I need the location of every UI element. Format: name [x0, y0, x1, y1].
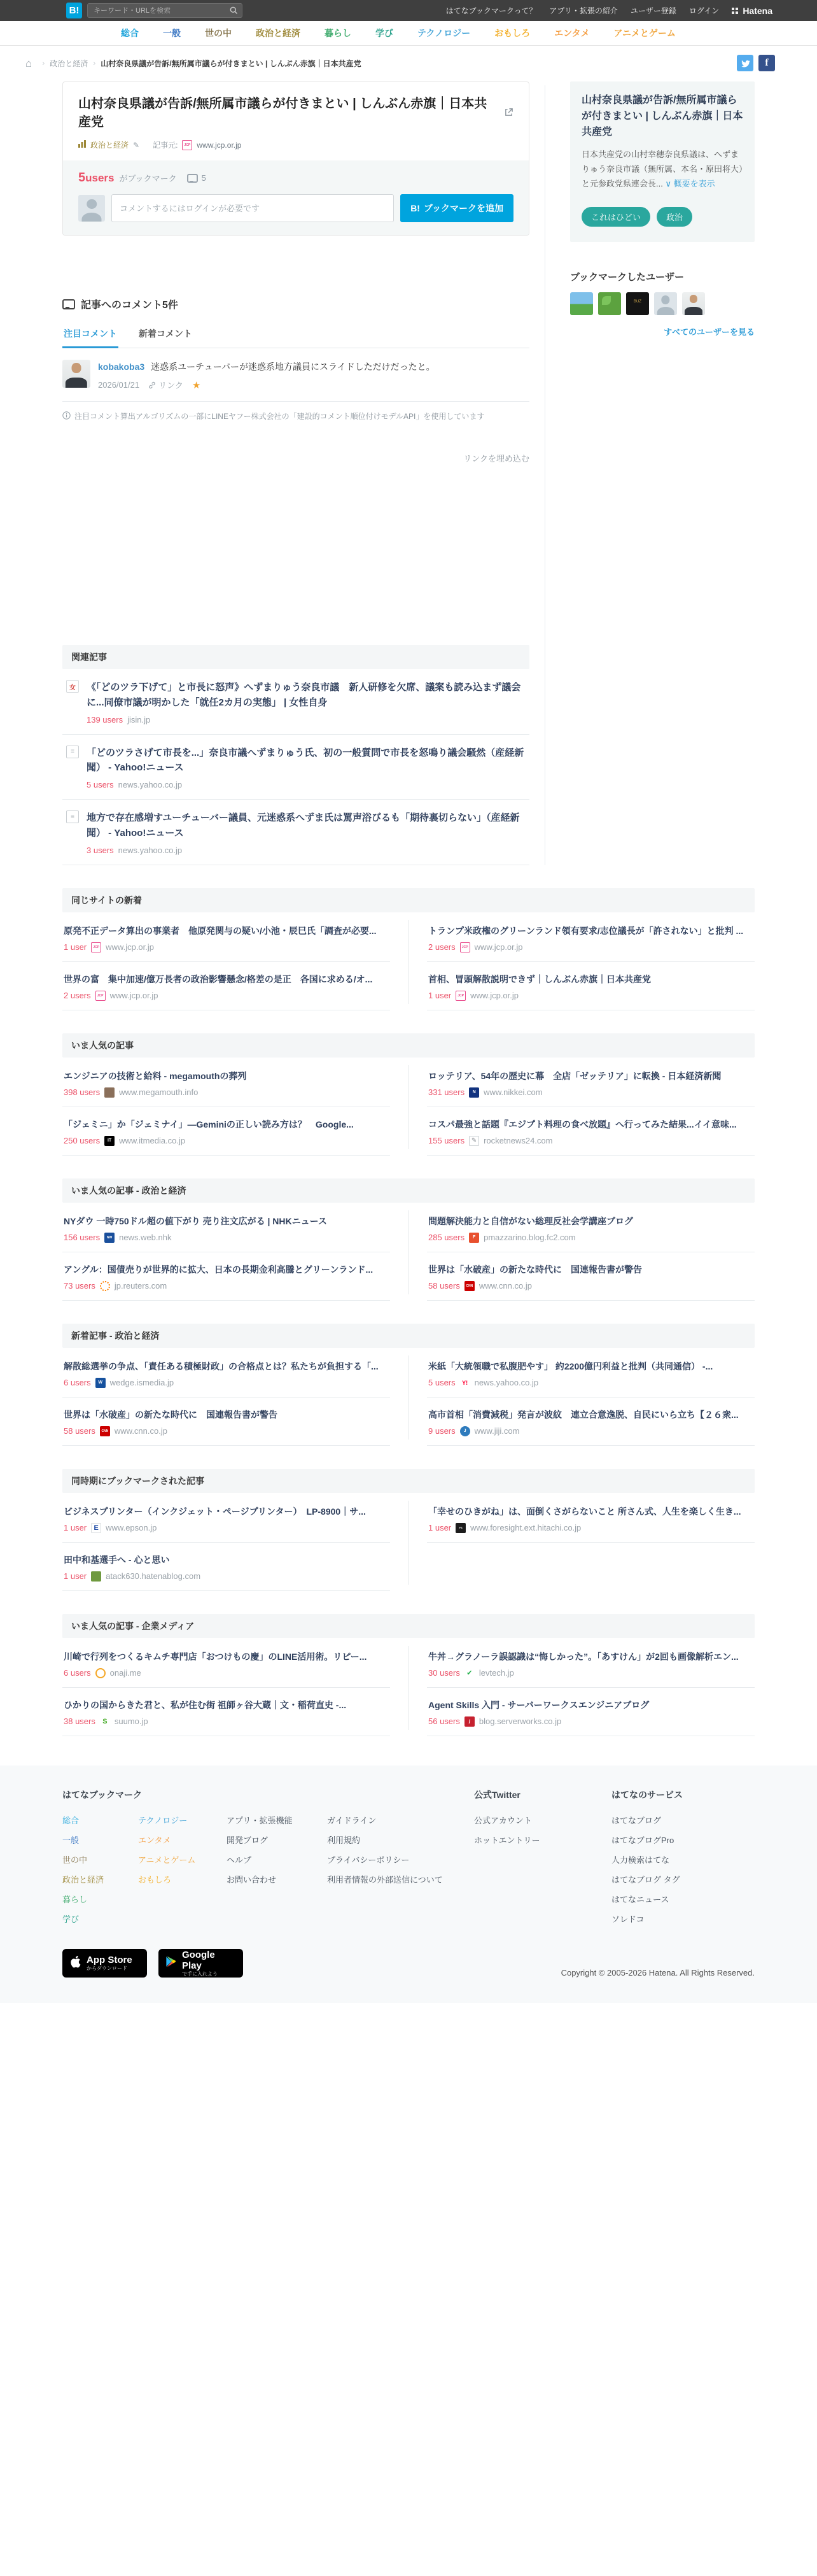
footer-link-official-account[interactable]: 公式アカウント — [474, 1815, 532, 1825]
domain-link[interactable]: jisin.jp — [127, 714, 151, 725]
google-play-label: Google Play — [182, 1949, 215, 1971]
section-heading: いま人気の記事 — [62, 1033, 755, 1058]
domain-link[interactable]: www.jiji.com — [474, 1426, 520, 1436]
related-title[interactable]: 地方で存在感増すユーチューバー議員、元迷惑系へずま氏は罵声浴びるも「期待裏切らない」（産経新聞） - Yahoo!ニュース — [87, 812, 520, 839]
twitter-share-icon[interactable] — [737, 55, 753, 71]
footer-link-guideline[interactable]: ガイドライン — [327, 1815, 377, 1825]
list-item — [62, 1639, 390, 1688]
footer-app-links-column — [227, 1814, 327, 1925]
comment-tabs — [62, 322, 529, 348]
nav-item-yononaka[interactable]: 世の中 — [205, 28, 232, 38]
doc-icon — [66, 810, 79, 823]
footer-link-hatena-news[interactable]: はてなニュース — [611, 1894, 669, 1904]
section-heading: 新着記事 - 政治と経済 — [62, 1324, 755, 1348]
hatena-logo-mark-icon — [732, 8, 734, 10]
footer-link-soredoko[interactable]: ソレドコ — [611, 1914, 645, 1924]
users-count[interactable]: 2 users — [64, 991, 91, 1001]
list-item — [62, 1107, 390, 1156]
footer-twitter-links-column — [474, 1814, 611, 1925]
tab-new-comments[interactable]: 新着コメント — [139, 329, 192, 339]
related-heading: 関連記事 — [62, 645, 529, 669]
bookmarked-users-heading: ブックマークしたユーザー — [570, 271, 684, 283]
users-count-link[interactable] — [78, 171, 115, 185]
users-count[interactable]: 6 users — [64, 1378, 91, 1388]
list-item — [62, 1398, 390, 1446]
nav-item-anime-game[interactable]: アニメとゲーム — [613, 28, 676, 38]
comments-heading: 記事へのコメント5件 — [81, 300, 178, 311]
top-header-bar — [0, 0, 817, 21]
sidebar-entry-title[interactable]: 山村奈良県議が告訴/無所属市議らが付きまとい | しんぶん赤旗｜日本共産党 — [582, 95, 743, 138]
footer-heading-twitter: 公式Twitter — [474, 1789, 520, 1800]
list-item — [427, 1349, 755, 1398]
avatar[interactable] — [626, 292, 649, 315]
item-title[interactable]: Agent Skills 入門 - サーバーワークスエンジニアブログ — [428, 1699, 650, 1710]
nav-item-seiji-keizai[interactable]: 政治と経済 — [256, 28, 300, 38]
footer-link-devblog[interactable]: 開発ブログ — [227, 1835, 269, 1845]
doc-icon — [66, 746, 79, 758]
users-count[interactable]: 9 users — [428, 1426, 456, 1436]
jcp-favicon — [456, 991, 466, 1001]
jcp-favicon — [91, 942, 101, 952]
users-count[interactable]: 3 users — [87, 845, 114, 855]
show-summary-link[interactable] — [665, 179, 715, 188]
item-title[interactable]: 米紙「大統領職で私腹肥やす」 約2200億円利益と批判（共同通信） -... — [428, 1361, 713, 1371]
avatar[interactable] — [570, 292, 593, 315]
jcp-favicon — [460, 942, 470, 952]
users-count-number: 5 — [78, 171, 86, 185]
nav-item-entame[interactable]: エンタメ — [554, 28, 590, 38]
domain-link[interactable]: jp.reuters.com — [114, 1281, 167, 1291]
list-item — [427, 1252, 755, 1301]
section-heading: いま人気の記事 - 政治と経済 — [62, 1178, 755, 1203]
item-title[interactable]: ビジネスプリンター（インクジェット・ページプリンター） LP-8900｜サ... — [64, 1506, 366, 1517]
list-item — [427, 1494, 755, 1543]
list-item — [62, 1252, 390, 1301]
tab-featured-comments[interactable]: 注目コメント — [62, 322, 118, 348]
domain-link[interactable]: pmazzarino.blog.fc2.com — [484, 1233, 576, 1243]
item-title[interactable]: 「ジェミニ」か「ジェミナイ」―Geminiの正しい読み方は？ Google... — [64, 1119, 354, 1129]
item-title[interactable]: NYダウ 一時750ドル超の値下がり 売り注文広がる | NHKニュース — [64, 1215, 327, 1226]
hatena-brand-logo[interactable] — [732, 6, 772, 16]
breadcrumb-separator: › — [93, 59, 96, 67]
app-store-label: App Store — [87, 1955, 132, 1966]
category-chart-icon — [78, 140, 86, 150]
add-bookmark-label: ブックマークを追加 — [423, 203, 503, 213]
search-box[interactable] — [87, 3, 242, 18]
tag-seiji[interactable]: 政治 — [657, 207, 692, 227]
item-title[interactable]: 「幸せのひきがね」は、面倒くさがらないこと 所さん式、人生を楽しく生き... — [428, 1506, 741, 1517]
algorithm-note: 注目コメント算出アルゴリズムの一部にLINEヤフー株式会社の「建設的コメント順位付けモデルAPI」を使用しています — [74, 412, 485, 421]
item-title[interactable]: 世界は「水破産」の新たな時代に 国連報告書が警告 — [428, 1264, 642, 1275]
jcp-favicon — [182, 140, 192, 150]
item-title[interactable]: 原発不正データ算出の事業者 他原発関与の疑い/小池・辰巳氏「調査が必要... — [64, 925, 377, 936]
domain-link[interactable]: suumo.jp — [114, 1716, 148, 1727]
jcp-favicon — [95, 991, 106, 1001]
users-count[interactable]: 1 user — [64, 942, 87, 952]
footer-link-seiji-keizai[interactable]: 政治と経済 — [62, 1874, 104, 1885]
users-count[interactable]: 30 users — [428, 1668, 460, 1678]
domain-link[interactable]: www.cnn.co.jp — [114, 1426, 167, 1436]
list-item — [62, 800, 529, 865]
entry-card — [62, 81, 529, 236]
list-item — [62, 735, 529, 800]
users-count[interactable]: 398 users — [64, 1087, 101, 1098]
footer-link-external-transmission[interactable]: 利用者情報の外部送信について — [327, 1874, 443, 1885]
domain-link[interactable]: www.jcp.or.jp — [106, 942, 155, 952]
footer-link-contact[interactable]: お問い合わせ — [227, 1874, 277, 1885]
breadcrumb-category[interactable]: 政治と経済 — [50, 59, 88, 68]
footer-heading-services: はてなのサービス — [611, 1789, 683, 1800]
nav-item-kurashi[interactable]: 暮らし — [325, 28, 351, 38]
section-heading: 同時期にブックマークされた記事 — [62, 1469, 755, 1493]
users-count[interactable]: 73 users — [64, 1281, 95, 1291]
yahoo-favicon — [460, 1378, 470, 1388]
users-count[interactable]: 331 users — [428, 1087, 465, 1098]
domain-link[interactable]: wedge.ismedia.jp — [109, 1378, 174, 1388]
footer-link-yononaka[interactable]: 世の中 — [62, 1855, 88, 1865]
google-play-badge[interactable] — [158, 1949, 243, 1978]
footer-link-hatena-blog-pro[interactable]: はてなブログPro — [611, 1835, 674, 1845]
domain-link[interactable]: www.itmedia.co.jp — [119, 1136, 186, 1146]
list-item — [427, 1107, 755, 1156]
item-title[interactable]: 問題解決能力と自信がない総理反社会学講座ブログ — [428, 1215, 633, 1226]
serverworks-favicon — [464, 1716, 475, 1727]
nikkei-favicon — [469, 1087, 479, 1098]
users-count[interactable]: 58 users — [64, 1426, 95, 1436]
users-count[interactable]: 1 user — [428, 991, 452, 1001]
copyright: Copyright © 2005-2026 Hatena. All Rights Reserved. — [561, 1967, 755, 1978]
list-item — [427, 1059, 755, 1107]
list-item — [62, 1204, 390, 1252]
edit-category-icon[interactable]: ✎ — [133, 140, 140, 150]
item-title[interactable]: 川崎で行列をつくるキムチ専門店「おつけもの慶」のLINE活用術。リピー... — [64, 1651, 367, 1662]
item-title[interactable]: エンジニアの技術と給料 - megamouthの葬列 — [64, 1070, 247, 1081]
list-item — [62, 1059, 390, 1107]
suumo-favicon — [100, 1716, 110, 1727]
section-heading: いま人気の記事 - 企業メディア — [62, 1614, 755, 1638]
sidebar — [570, 81, 755, 865]
hatena-bookmark-logo[interactable]: B! — [66, 3, 82, 18]
item-title[interactable]: ひかりの国からきた君と、私が住む街 祖師ヶ谷大蔵｜文・稲荷直史 -... — [64, 1699, 347, 1710]
footer-link-help[interactable]: ヘルプ — [227, 1855, 252, 1865]
domain-link[interactable]: news.web.nhk — [119, 1233, 172, 1243]
section-popular-corporate-media — [62, 1614, 755, 1736]
header-link-apps[interactable]: アプリ・拡張の紹介 — [549, 6, 618, 15]
footer-services-column — [611, 1814, 680, 1925]
related-articles-section — [62, 645, 529, 865]
footer-link-kurashi[interactable]: 暮らし — [62, 1894, 88, 1904]
list-item — [62, 669, 529, 735]
avatar[interactable] — [62, 360, 90, 388]
list-item — [427, 1204, 755, 1252]
app-store-badge[interactable] — [62, 1949, 147, 1978]
add-bookmark-button[interactable] — [400, 194, 513, 222]
reuters-favicon — [100, 1281, 110, 1291]
item-title[interactable]: 世界の富 集中加速/億万長者の政治影響懸念/格差の是正 各国に求める/オ... — [64, 973, 373, 984]
epson-favicon — [91, 1523, 101, 1533]
breadcrumb-separator: › — [42, 59, 45, 67]
item-title[interactable]: ロッテリア、54年の歴史に幕 全店「ゼッテリア」に転換 - 日本経済新聞 — [428, 1070, 722, 1081]
comments-bubble-icon — [62, 299, 75, 309]
rocketnews-favicon — [469, 1136, 479, 1146]
nav-item-technology[interactable]: テクノロジー — [417, 28, 471, 38]
avatar[interactable] — [598, 292, 621, 315]
users-count[interactable]: 1 user — [428, 1523, 452, 1533]
footer-link-anime-game[interactable]: アニメとゲーム — [138, 1855, 196, 1865]
jiji-favicon — [460, 1426, 470, 1436]
embed-link[interactable]: リンクを埋め込む — [463, 454, 529, 464]
hatenablog-favicon — [91, 1571, 101, 1582]
comment-item — [62, 348, 529, 402]
domain-link[interactable]: www.nikkei.com — [484, 1087, 543, 1098]
cnn-favicon — [100, 1426, 110, 1436]
list-item — [62, 1494, 390, 1543]
item-title[interactable]: 解散総選挙の争点、「責任ある積極財政」の合格点とは？私たちが負担する「... — [64, 1361, 379, 1371]
users-count[interactable]: 5 users — [428, 1378, 456, 1388]
domain-link[interactable]: www.foresight.ext.hitachi.co.jp — [470, 1523, 582, 1533]
see-all-users-link[interactable]: すべてのユーザーを見る — [664, 327, 755, 337]
footer-link-omoshiro[interactable]: おもしろ — [138, 1874, 172, 1885]
empty-cell — [427, 1543, 755, 1591]
footer-link-apps[interactable]: アプリ・拡張機能 — [227, 1815, 293, 1825]
app-store-sublabel: からダウンロード — [87, 1965, 127, 1972]
users-count[interactable]: 38 users — [64, 1716, 95, 1727]
domain-link[interactable]: rocketnews24.com — [484, 1136, 553, 1146]
list-item — [62, 1543, 390, 1591]
users-count[interactable]: 156 users — [64, 1233, 101, 1243]
facebook-share-icon[interactable]: f — [758, 55, 775, 71]
list-item — [62, 1349, 390, 1398]
users-count[interactable]: 56 users — [428, 1716, 460, 1727]
section-heading: 同じサイトの新着 — [62, 888, 755, 912]
item-title[interactable]: 高市首相「消費減税」発言が波紋 連立合意逸脱、自民にいら立ち【２６衆... — [428, 1409, 739, 1420]
domain-link[interactable]: levtech.jp — [478, 1668, 514, 1678]
sidebar-entry-description: 日本共産党の山村幸穂奈良県議は、へずまりゅう奈良市議（無所属、本名・原田将大）と元参政党県連会長... — [582, 150, 743, 188]
domain-link[interactable]: www.jcp.or.jp — [109, 991, 158, 1001]
source-label: 記事元: — [153, 141, 178, 150]
list-item — [427, 1398, 755, 1446]
users-count[interactable]: 155 users — [428, 1136, 465, 1146]
comment-link-label: リンク — [158, 381, 183, 391]
breadcrumb — [0, 46, 817, 79]
header-link-signup[interactable]: ユーザー登録 — [630, 6, 676, 15]
jisin-favicon — [66, 680, 79, 693]
item-title[interactable]: 首相、冒頭解散説明できず｜しんぶん赤旗｜日本共産党 — [428, 973, 651, 984]
section-popular-politics — [62, 1178, 755, 1301]
info-icon — [62, 411, 71, 421]
list-item — [62, 962, 390, 1010]
domain-link[interactable]: news.yahoo.co.jp — [474, 1378, 539, 1388]
footer-categories-column-2 — [138, 1814, 227, 1925]
comment-username[interactable]: kobakoba3 — [98, 362, 145, 372]
nav-item-sougou[interactable]: 総合 — [121, 28, 139, 38]
domain-link[interactable]: blog.serverworks.co.jp — [478, 1716, 562, 1727]
list-item — [427, 914, 755, 962]
megamouth-favicon — [104, 1087, 115, 1098]
users-count[interactable]: 5 users — [87, 780, 114, 790]
hatena-brand-label: Hatena — [743, 5, 772, 16]
domain-link[interactable]: onaji.me — [109, 1668, 141, 1678]
domain-link[interactable]: www.jcp.or.jp — [474, 942, 523, 952]
external-link-icon[interactable] — [504, 104, 513, 123]
domain-link[interactable]: www.jcp.or.jp — [470, 991, 519, 1001]
domain-link[interactable]: www.cnn.co.jp — [478, 1281, 532, 1291]
users-count[interactable]: 58 users — [428, 1281, 460, 1291]
comment-count: 5 — [201, 173, 206, 183]
footer — [0, 1766, 817, 2003]
hitachi-favicon — [456, 1523, 466, 1533]
item-title[interactable]: コスパ最強と話題『エジプト料理の食べ放題』へ行ってみた結果...イイ意味... — [428, 1119, 737, 1129]
list-item — [62, 914, 390, 962]
item-title[interactable]: アングル：国債売りが世界的に拡大、日本の長期金利高騰とグリーンランド... — [64, 1264, 374, 1275]
home-icon[interactable]: ⌂ — [25, 57, 32, 69]
users-count[interactable]: 250 users — [64, 1136, 101, 1146]
footer-heading-bookmark: はてなブックマーク — [62, 1789, 143, 1800]
avatar[interactable] — [682, 292, 705, 315]
item-title[interactable]: トランプ米政権のグリーンランド領有要求/志位議長が「許されない」と批判 ... — [428, 925, 744, 936]
itmedia-favicon — [104, 1136, 115, 1146]
users-count[interactable]: 6 users — [64, 1668, 91, 1678]
nav-item-omoshiro[interactable]: おもしろ — [494, 28, 531, 38]
category-nav — [0, 21, 817, 46]
nhk-favicon — [104, 1233, 115, 1243]
header-link-login[interactable]: ログイン — [688, 6, 720, 15]
bottom-whitespace — [0, 2003, 817, 2576]
footer-link-sougou[interactable]: 総合 — [62, 1815, 80, 1825]
breadcrumb-title: 山村奈良県議が告訴/無所属市議らが付きまとい | しんぶん赤旗｜日本共産党 — [101, 59, 361, 68]
google-play-icon — [165, 1955, 177, 1972]
footer-link-technology[interactable]: テクノロジー — [138, 1815, 188, 1825]
entry-domain-link[interactable]: www.jcp.or.jp — [197, 140, 242, 150]
cnn-favicon — [464, 1281, 475, 1291]
item-title[interactable]: 世界は「水破産」の新たな時代に 国連報告書が警告 — [64, 1409, 277, 1420]
list-item — [427, 1639, 755, 1688]
footer-link-manabi[interactable]: 学び — [62, 1914, 80, 1924]
domain-link[interactable]: news.yahoo.co.jp — [118, 780, 183, 790]
comment-text: 迷惑系ユーチューバーが迷惑系地方議員にスライドしただけだったと。 — [151, 362, 435, 372]
footer-categories-column-1 — [62, 1814, 138, 1925]
domain-link[interactable]: atack630.hatenablog.com — [106, 1571, 201, 1582]
footer-link-hot-entry[interactable]: ホットエントリー — [474, 1835, 540, 1845]
section-bookmarked-same-period — [62, 1469, 755, 1591]
users-count[interactable]: 139 users — [87, 714, 123, 725]
section-new-politics — [62, 1324, 755, 1446]
list-item — [427, 962, 755, 1010]
related-title[interactable]: 《「どのツラ下げて」と市長に怒声》へずまりゅう奈良市議 新人研修を欠席、議案も読み込まず議会に...同僚市議が明かした「就任2カ月の実態」 | 女性自身 — [87, 682, 521, 708]
comments-section — [62, 297, 529, 464]
onaji-favicon — [95, 1668, 106, 1678]
footer-link-entame[interactable]: エンタメ — [138, 1835, 171, 1845]
bookmarked-users-section — [570, 270, 755, 337]
users-count[interactable]: 2 users — [428, 942, 456, 952]
show-summary-label: 概要を表示 — [673, 178, 715, 188]
users-count[interactable]: 1 user — [64, 1571, 87, 1582]
domain-link[interactable]: www.epson.jp — [106, 1523, 157, 1533]
header-link-about[interactable]: はてなブックマークって？ — [445, 6, 537, 15]
footer-link-privacy[interactable]: プライバシーポリシー — [327, 1855, 410, 1865]
footer-link-hatena-blog[interactable]: はてなブログ — [611, 1815, 662, 1825]
entry-title-row — [78, 95, 513, 132]
entry-title[interactable]: 山村奈良県議が告訴/無所属市議らが付きまとい | しんぶん赤旗｜日本共産党 — [78, 97, 487, 129]
fc2-favicon — [469, 1233, 479, 1243]
comment-bubble-icon — [187, 174, 198, 183]
list-item — [62, 1688, 390, 1736]
avatar[interactable] — [654, 292, 677, 315]
users-count-word: users — [85, 172, 115, 184]
users-count[interactable]: 285 users — [428, 1233, 465, 1243]
footer-policy-links-column — [327, 1814, 474, 1925]
domain-link[interactable]: www.megamouth.info — [119, 1087, 199, 1098]
apple-icon — [69, 1954, 81, 1972]
google-play-sublabel: で手に入れよう — [182, 1971, 218, 1978]
section-same-site-new — [62, 888, 755, 1010]
star-icon[interactable]: ★ — [192, 379, 201, 391]
section-popular-now — [62, 1033, 755, 1156]
entry-summary-card — [570, 81, 755, 242]
list-item — [427, 1688, 755, 1736]
tag-korehahidoi[interactable]: これはひどい — [582, 207, 650, 227]
search-input[interactable] — [88, 7, 242, 15]
avatar — [78, 195, 105, 222]
footer-link-jinriki-search[interactable]: 人力検索はてな — [611, 1855, 670, 1865]
bookmark-panel — [63, 160, 529, 235]
comment-date: 2026/01/21 — [98, 380, 140, 390]
b-mark: B! — [410, 203, 420, 213]
entry-category-link[interactable]: 政治と経済 — [90, 141, 129, 150]
nav-item-ippan[interactable]: 一般 — [163, 28, 181, 38]
footer-link-blog-tag[interactable]: はてなブログ タグ — [611, 1874, 680, 1885]
footer-link-terms[interactable]: 利用規約 — [327, 1835, 361, 1845]
related-title[interactable]: 「どのツラさげて市長を...」奈良市議へずまりゅう氏、初の一般質問で市長を怒鳴り議会騒然（産経新聞） - Yahoo!ニュース — [87, 747, 524, 774]
item-title[interactable]: 田中和基選手へ - 心と思い — [64, 1554, 170, 1565]
footer-link-ippan[interactable]: 一般 — [62, 1835, 80, 1845]
domain-link[interactable]: news.yahoo.co.jp — [118, 845, 183, 855]
wedge-favicon — [95, 1378, 106, 1388]
chevron-down-icon: ∨ — [665, 178, 671, 188]
nav-item-manabi[interactable]: 学び — [375, 28, 393, 38]
comment-permalink[interactable] — [148, 379, 183, 391]
users-count[interactable]: 1 user — [64, 1523, 87, 1533]
item-title[interactable]: 牛丼→グラノーラ誤認識は“悔しかった”。「あすけん」が2回も画像解析エン... — [428, 1651, 739, 1662]
users-suffix: がブックマーク — [119, 174, 177, 183]
search-icon — [230, 6, 238, 15]
comment-input[interactable] — [111, 194, 394, 222]
levtech-favicon — [464, 1668, 475, 1678]
